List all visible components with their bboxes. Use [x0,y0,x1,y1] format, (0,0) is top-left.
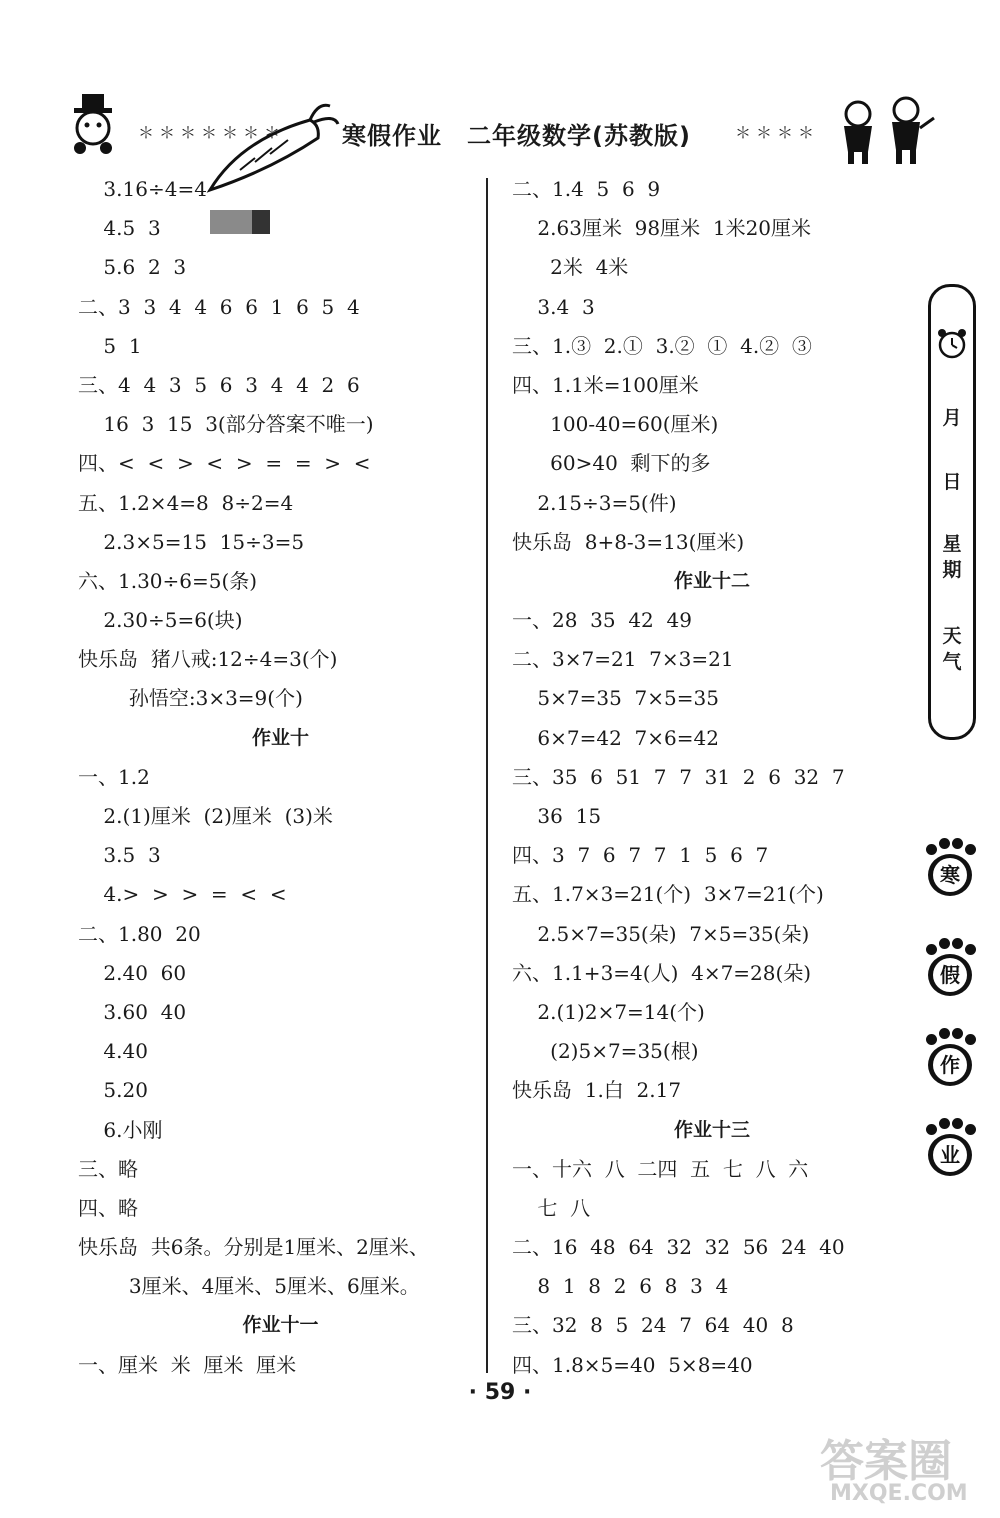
column-divider [486,178,488,1373]
answer-line: 三、32 8 5 24 7 64 40 8 [512,1313,794,1338]
watermark-url: MXQE.COM [830,1481,968,1506]
answer-line: 2.5×7=35(朵) 7×5=35(朵) [512,921,810,946]
answer-line: 二、16 48 64 32 32 56 24 40 [512,1235,845,1260]
month-label: 月 [942,407,962,429]
children-decoration-icon [828,92,938,168]
answer-line: 四、1.8×5=40 5×8=40 [512,1352,753,1377]
answer-line: 2.40 60 [78,960,187,985]
answer-line: 一、28 35 42 49 [512,608,692,633]
answer-line: 16 3 15 3(部分答案不唯一) [78,412,374,437]
answer-line: 2米 4米 [512,255,629,280]
answer-line: 4.5 3 [78,216,161,241]
answer-line: 快乐岛 共6条。分别是1厘米、2厘米、 [78,1235,429,1260]
star-decoration-right: ＊＊＊＊ [735,123,820,142]
answer-line: 六、1.30÷6=5(条) [78,568,258,593]
answer-line: 快乐岛 1.白 2.17 [512,1078,682,1103]
answer-line: 100-40=60(厘米) [512,412,719,437]
weather-label: 天气 [942,625,962,673]
answer-line: 2.63厘米 98厘米 1米20厘米 [512,216,812,241]
page-header [60,88,940,168]
section-heading: 作业十三 [673,1118,750,1141]
answer-line: 七 八 [512,1195,591,1220]
answer-line: 三、略 [78,1156,138,1181]
watermark [820,1425,990,1515]
section-heading: 作业十二 [673,569,750,592]
answer-line: 6.小刚 [78,1117,163,1142]
answer-line: 四、3 7 6 7 7 1 5 6 7 [512,843,769,868]
answer-line: 4.40 [78,1039,148,1064]
answer-line: 5.20 [78,1078,148,1103]
answer-line: 60>40 剩下的多 [512,451,711,476]
answer-line: 三、4 4 3 5 6 3 4 4 2 6 [78,372,360,397]
answer-line: 三、35 6 51 7 7 31 2 6 32 7 [512,764,845,789]
left-column [78,170,483,1385]
answer-line: 2.(1)2×7=14(个) [512,999,705,1024]
answer-line: (2)5×7=35(根) [512,1039,699,1064]
paw-char: 寒 [933,858,967,892]
answer-line: 孙悟空:3×3=9(个) [78,686,303,711]
answer-line: 四、1.1米=100厘米 [512,372,699,397]
answer-line: 三、1.③ 2.① 3.② ① 4.② ③ [512,333,812,358]
answer-line: 四、< < > < > = = > < [78,451,371,476]
answer-line: 2.15÷3=5(件) [512,490,677,515]
answer-line: 二、3×7=21 7×3=21 [512,647,734,672]
answer-line: 3.16÷4=4 [78,177,207,201]
watermark-logo: 答案圈 [820,1436,952,1487]
answer-line: 一、1.2 [78,764,150,789]
weekday-label: 星期 [942,533,962,581]
paw-icon [922,938,978,998]
paw-char: 业 [933,1138,967,1172]
paw-char: 作 [933,1048,967,1082]
answer-line: 4.> > > = < < [78,882,287,907]
answer-line: 36 15 [512,804,602,828]
date-sidebar [928,284,976,740]
answer-line: 二、1.4 5 6 9 [512,177,661,201]
answer-line: 快乐岛 8+8-3=13(厘米) [512,529,745,554]
paw-icon [922,1118,978,1178]
paw-char: 假 [933,958,967,992]
answer-line: 2.30÷5=6(块) [78,608,243,633]
answer-line: 快乐岛 猪八戒:12÷4=3(个) [78,647,338,672]
answer-line: 5 1 [78,333,142,358]
answer-line: 六、1.1+3=4(人) 4×7=28(朵) [512,960,812,985]
answer-line: 四、略 [78,1195,138,1220]
page-number: · 59 · [468,1380,532,1405]
paw-icon [922,1028,978,1088]
answer-line: 3.60 40 [78,999,187,1024]
section-heading: 作业十一 [242,1314,319,1337]
section-heading: 作业十 [251,726,309,749]
answer-line: 二、1.80 20 [78,921,201,946]
answer-line: 二、3 3 4 4 6 6 1 6 5 4 [78,294,360,319]
answer-line: 6×7=42 7×6=42 [512,725,719,750]
answer-line: 5×7=35 7×5=35 [512,686,719,711]
answer-line: 五、1.7×3=21(个) 3×7=21(个) [512,882,824,907]
alarm-clock-icon [935,327,969,361]
answer-line: 2.(1)厘米 (2)厘米 (3)米 [78,804,333,828]
answer-line: 5.6 2 3 [78,255,187,280]
answer-line: 一、厘米 米 厘米 厘米 [78,1352,297,1377]
answer-line: 8 1 8 2 6 8 3 4 [512,1274,729,1299]
star-decoration-left: ＊＊＊＊＊＊＊ [138,123,286,142]
day-label: 日 [942,471,962,493]
answer-line: 一、十六 八 二四 五 七 八 六 [512,1156,809,1181]
cartoon-decoration-icon [60,88,140,158]
answer-line: 3.4 3 [512,294,595,319]
header-title: 寒假作业 二年级数学(苏教版) [342,122,691,150]
right-column [512,170,912,1385]
answer-line: 3.5 3 [78,843,161,868]
answer-line: 五、1.2×4=8 8÷2=4 [78,490,294,515]
answer-line: 3厘米、4厘米、5厘米、6厘米。 [78,1274,420,1299]
answer-line: 2.3×5=15 15÷3=5 [78,529,305,554]
paw-icon [922,838,978,898]
